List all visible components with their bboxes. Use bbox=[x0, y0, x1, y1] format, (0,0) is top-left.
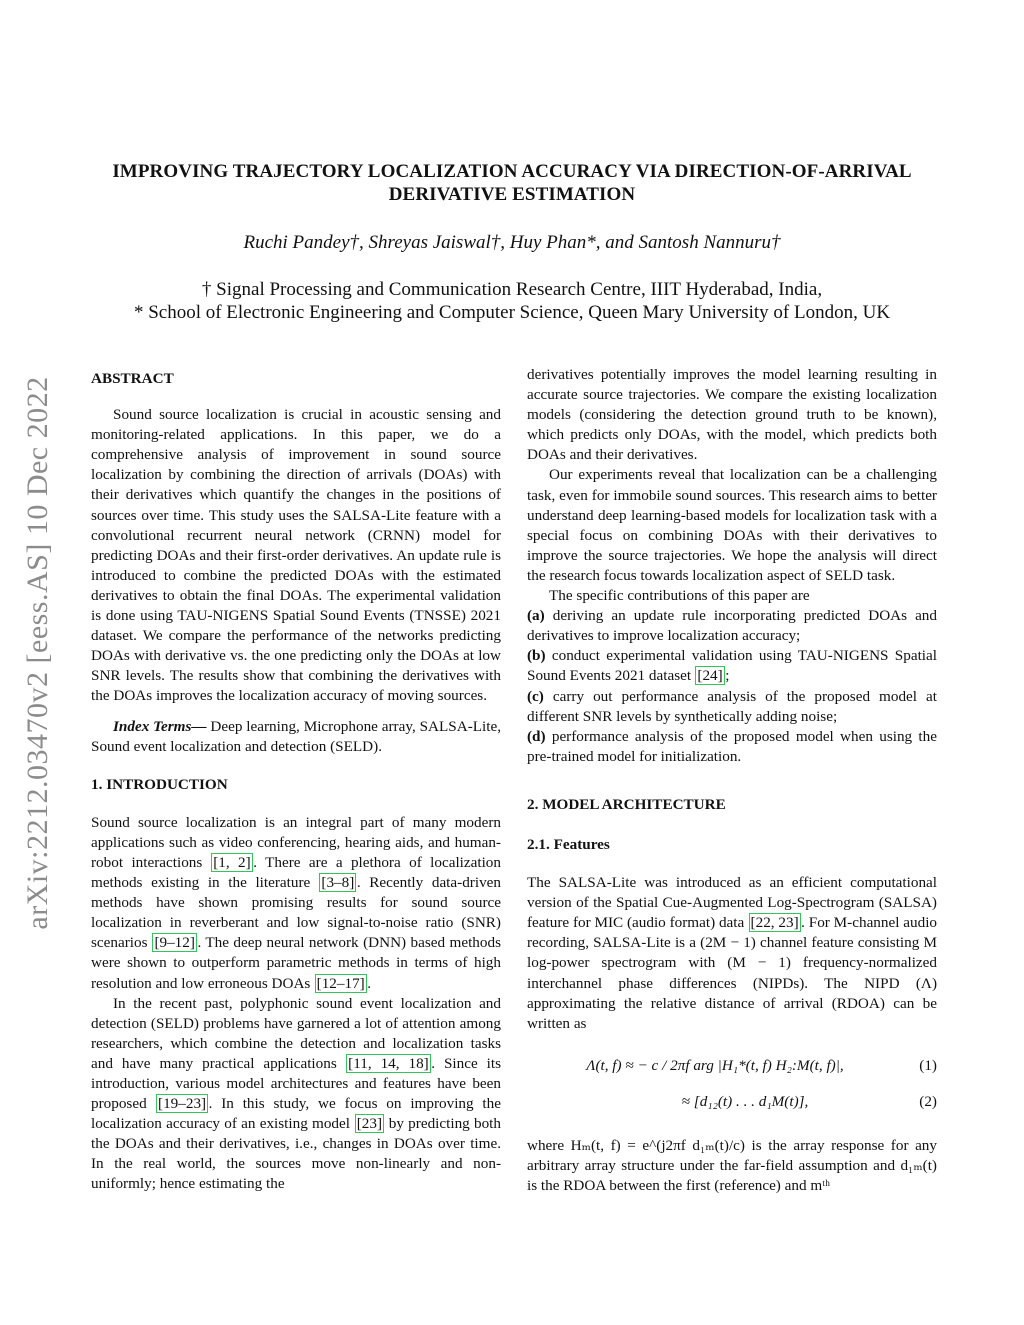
citation-link[interactable]: [24] bbox=[697, 667, 723, 685]
model-architecture-heading: 2. MODEL ARCHITECTURE bbox=[527, 795, 726, 813]
citation-link[interactable]: [19–23] bbox=[158, 1095, 207, 1113]
equation-2-number: (2) bbox=[919, 1092, 937, 1110]
contribution-d: (d) performance analysis of the proposed model when using the pre-trained model for initialization. bbox=[527, 727, 937, 765]
intro-paragraph-2: In the recent past, polyphonic sound event localization and detection (SELD) problems have garnered a lot of attention among researchers, which combine the detection and localization tasks and have many practical applications [11, 14, 18] . Since its introduction, various model architectures and features have been proposed [19–23] . In this study, we focus on improving the localization accuracy of an existing model [23] by predicting both the DOAs and their derivatives, i.e., changes in DOAs over time. In the real world, the sources move non-linearly and non-uniformly; hence estimating the bbox=[91, 994, 502, 1193]
citation-link[interactable]: [22, 23] bbox=[750, 914, 799, 932]
arxiv-identifier: arXiv:2212.03470v2 [eess.AS] 10 Dec 2022 bbox=[21, 376, 54, 930]
index-terms-label: Index Terms— bbox=[113, 717, 207, 735]
intro-heading: 1. INTRODUCTION bbox=[91, 775, 228, 793]
citation-link[interactable]: [12–17] bbox=[316, 974, 365, 992]
equation-1 bbox=[527, 1044, 937, 1088]
contribution-c: (c) carry out performance analysis of the proposed model at different SNR levels by synthetically adding noise; bbox=[527, 687, 937, 725]
abstract-text: Sound source localization is crucial in acoustic sensing and monitoring-related applications. In this paper, we do a comprehensive analysis of improvement in sound source localization by combining the direction of arrivals (DOAs) with their derivatives which quantify the changes in the positions of sources over time. This study uses the SALSA-Lite feature with a convolutional recurrent neural network (CRNN) model for predicting DOAs and their first-order derivatives. An update rule is introduced to combine the predicted DOAs with the estimated derivatives to obtain the final DOAs. The experimental validation is done using TAU-NIGENS Spatial Sound Events (TNSSE) 2021 dataset. We compare the performance of the networks predicting DOAs with derivative vs. the one predicting only the DOAs at low SNR levels. The results show that combining the derivatives with the DOAs improves the localization accuracy of moving sources. bbox=[91, 406, 501, 705]
right-paragraph-3: The specific contributions of this paper are bbox=[549, 587, 810, 605]
equation-2 bbox=[527, 1088, 937, 1116]
paper-title: IMPROVING TRAJECTORY LOCALIZATION ACCURACY VIA DIRECTION-OF-ARRIVAL DERIVATIVE ESTIMATION bbox=[112, 161, 912, 205]
features-heading: 2.1. Features bbox=[527, 835, 610, 853]
final-paragraph: where Hₘ(t, f) = e^(j2πf d₁ₘ(t)/c) is the array response for any arbitrary array structure under the far-field assumption and d₁ₘ(t) is the RDOA between the first (reference) and mᵗʰ bbox=[527, 1136, 937, 1194]
contribution-a: (a) deriving an update rule incorporating predicted DOAs and derivatives to improve localization accuracy; bbox=[527, 607, 937, 645]
features-paragraph: The SALSA-Lite was introduced as an efficient computational version of the Spatial Cue-Augmented Log-Spectrogram (SALSA) feature for MIC (audio format) data [22, 23] . For M-channel audio recording, SALSA-Lite is a (2M − 1) channel feature consisting M log-power spectrogram with (M − 1) frequency-normalized interchannel phase differences (NIPDs). The NIPD (Λ) approximating the relative distance of arrival (RDOA) can be written as bbox=[527, 874, 938, 1032]
index-terms-text: Deep learning, Microphone array, SALSA-Lite, Sound event localization and detection (SELD). bbox=[91, 717, 502, 755]
index-terms bbox=[91, 717, 501, 757]
author-list: Ruchi Pandey†, Shreyas Jaiswal†, Huy Phan*, and Santosh Nannuru† bbox=[243, 232, 781, 253]
citation-link[interactable]: [9–12] bbox=[154, 934, 195, 952]
abstract-heading: ABSTRACT bbox=[91, 370, 174, 387]
right-paragraph-2: Our experiments reveal that localization can be a challenging task, even for immobile sound sources. This research aims to better understand deep learning-based models for localization task with a special focus on combining DOAs with their derivatives to improve the source trajectories. We hope the analysis will direct the research focus towards localization aspect of SELD task. bbox=[527, 466, 937, 584]
contribution-b: (b) conduct experimental validation using TAU-NIGENS Spatial Sound Events 2021 dataset [24] ; bbox=[527, 647, 937, 685]
citation-link[interactable]: [23] bbox=[356, 1115, 383, 1133]
left-column bbox=[91, 365, 501, 1195]
affiliation-2: * School of Electronic Engineering and Computer Science, Queen Mary University of London, UK bbox=[133, 302, 891, 323]
equation-1-number: (1) bbox=[919, 1056, 937, 1074]
equation-1-body: Λ(t, f) ≈ − c / 2πf arg |H₁*(t, f) H₂:M(t, f)|, bbox=[586, 1056, 844, 1074]
intro-paragraph-1: Sound source localization is an integral part of many modern applications such as video conferencing, hearing aids, and human-robot interactions [1, 2] . There are a plethora of localization methods existing in the literature [3–8] . Recently data-driven methods have shown promising results for sound source localization in reverberant and low signal-to-noise ratio (SNR) scenarios [9–12] . The deep neural network (DNN) based methods were shown to outperform parametric methods in terms of high resolution and low erroneous DOAs [12–17] . bbox=[91, 813, 502, 992]
affiliation-1: † Signal Processing and Communication Research Centre, IIIT Hyderabad, India, bbox=[201, 279, 823, 300]
citation-link[interactable]: [11, 14, 18] bbox=[348, 1054, 429, 1072]
right-column bbox=[527, 365, 937, 1196]
right-paragraph-1: derivatives potentially improves the model learning resulting in accurate source trajectories. We compare the existing localization models (considering the detection ground truth to be known), which predicts only DOAs, with the model, which predicts both DOAs and their derivatives. bbox=[527, 366, 937, 464]
equation-2-body: ≈ [d₁₂(t) . . . d₁M(t)], bbox=[681, 1092, 809, 1110]
citation-link[interactable]: [3–8] bbox=[321, 874, 355, 892]
citation-link[interactable]: [1, 2] bbox=[213, 853, 251, 871]
